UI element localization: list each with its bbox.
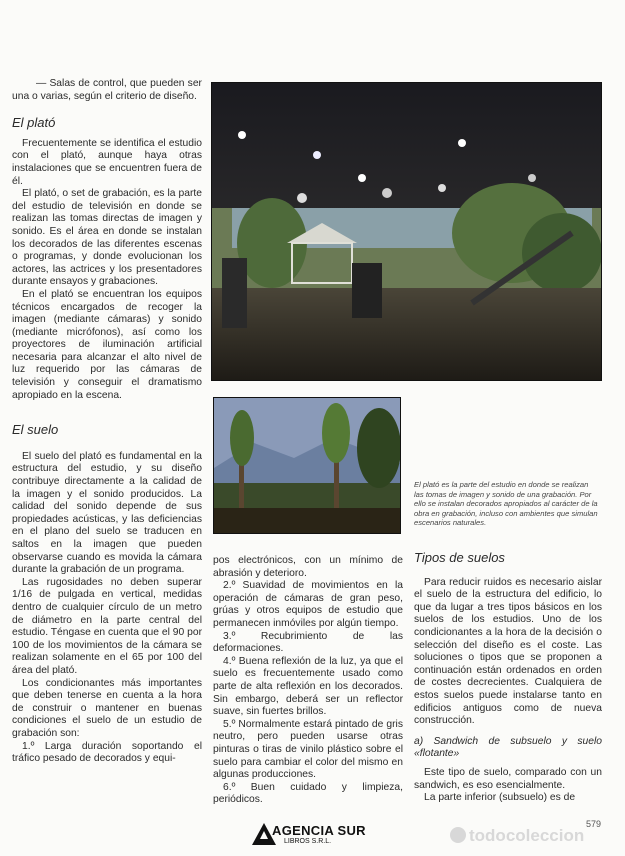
publisher-logo: [250, 821, 366, 849]
set-decoration-illustration: [214, 398, 400, 533]
col2-paragraph-4: 4.º Buena reflexión de la luz, ya que el suelo es frecuentemente usado como parte de alta reflexión en los decorados. Sin embargo, deberá ser un reflector suave, sin fuertes brillos.: [213, 655, 403, 718]
intro-paragraph: — Salas de control, que pueden ser una o varias, según el criterio de diseño.: [12, 78, 202, 102]
set-decoration-photo: [213, 397, 401, 534]
section-title-plato: El plató: [12, 115, 56, 131]
plato-paragraph-2: El plató, o set de grabación, es la parte del estudio de televisión en donde se realizan las tomas directas de imagen y sonido. Es el área en donde se instalan los decorados de las diferentes escenas o programas, y donde evolucionan los actores, las actrices y los presentadores durante ensayos y grabaciones.: [12, 188, 202, 288]
logo-name: AGENCIA SUR: [272, 823, 366, 838]
tipos-paragraph-3: La parte inferior (subsuelo) es de: [424, 792, 576, 804]
col2-paragraph-6: 6.º Buen cuidado y limpieza, periódicos.: [213, 781, 403, 806]
studio-photo-illustration: [212, 83, 601, 380]
col2-paragraph-3: 3.º Recubrimiento de las deformaciones.: [213, 630, 403, 655]
studio-photo: [211, 82, 602, 381]
suelo-paragraph-1: El suelo del plató es fundamental en la estructura del estudio, y su diseño contribuye directamente a la calidad de la imagen y el sonido producidos. La calidad del sonido depende de sus propiedades acústicas, y las deficiencias en el plano del suelo se traducen en saltos en la imagen que pueden observarse cuando es movida la cámara durante la grabación de un programa.: [12, 450, 202, 576]
plato-paragraph-1: Frecuentemente se identifica el estudio con el plató, aunque haya otras instalaciones que se encuentren fuera de él.: [12, 137, 202, 187]
tipos-paragraph-1: Para reducir ruidos es necesario aislar el suelo de la estructura del edificio, lo que da lugar a tres tipos básicos en los suelos de los estudios. Uno de los condicionantes a la hora de la decisión o selección del diseño es el coste. Las soluciones o tipos que se proponen a continuación están ordenados en orden de costes decrecientes. Cualquiera de estos suelos puede instalarse tanto en edificios antiguos como de nueva construcción.: [414, 576, 602, 727]
section-title-suelo: El suelo: [12, 422, 59, 438]
suelo-paragraph-4: 1.º Larga duración soportando el tráfico pesado de decorados y equi-: [12, 740, 202, 765]
col2-paragraph-1: pos electrónicos, con un mínimo de abrasión y deterioro.: [213, 555, 403, 579]
column-2: [213, 555, 403, 807]
column-3: [414, 552, 602, 805]
col2-paragraph-5: 5.º Normalmente estará pintado de gris neutro, pero pueden usarse otras pinturas o tiras de vinilo plástico sobre el suelo para cambiar el color del mismo en algunas producciones.: [213, 718, 403, 781]
col2-paragraph-2: 2.º Suavidad de movimientos en la operación de cámaras de gran peso, grúas y otros equipos de estudio que permanecen inmóviles por algún tiempo.: [213, 580, 403, 629]
watermark: [450, 826, 584, 846]
page-number: 579: [586, 819, 602, 829]
plato-paragraph-3: En el plató se encuentran los equipos técnicos encargados de recoger la imagen (mediante cámaras) y sonido (mediante micrófonos), así como los proyectores de iluminación artificial necesaria para alcanzar el alto nivel de luz requerido por las cámaras de televisión y conseguir el dramatismo apropiado en la escena.: [12, 288, 202, 401]
suelo-paragraph-3: Los condicionantes más importantes que deben tenerse en cuenta a la hora de construir o mantener en buenas condiciones el suelo de un estudio de grabación son:: [12, 677, 202, 739]
tipos-subheading: a) Sandwich de subsuelo y suelo «flotante»: [414, 735, 602, 760]
section-title-tipos: Tipos de suelos: [414, 550, 505, 565]
tipos-paragraph-2: Este tipo de suelo, comparado con un sandwich, es eso esencialmente.: [414, 766, 602, 791]
photo-caption: El plató es la parte del estudio en donde se realizan las tomas de imagen y sonido de una grabación. Por ello se instalan decorados apropiados al carácter de la obra en grabación, incluso con ambientes que simulan escenarios naturales.: [414, 480, 598, 528]
logo-subtitle: LIBROS S.R.L.: [284, 838, 332, 845]
suelo-paragraph-2: Las rugosidades no deben superar 1/16 de pulgada en vertical, medidas dentro de cualquier círculo de un metro de diámetro en la parte central del estudio. Téngase en cuenta que el 90 por 100 de los movimientos de la cámara se realizan solamente en el 65 por 100 del área del plató.: [12, 576, 202, 676]
watermark-icon: [450, 827, 466, 843]
watermark-text: todocoleccion: [469, 826, 585, 845]
column-1: [12, 78, 202, 766]
